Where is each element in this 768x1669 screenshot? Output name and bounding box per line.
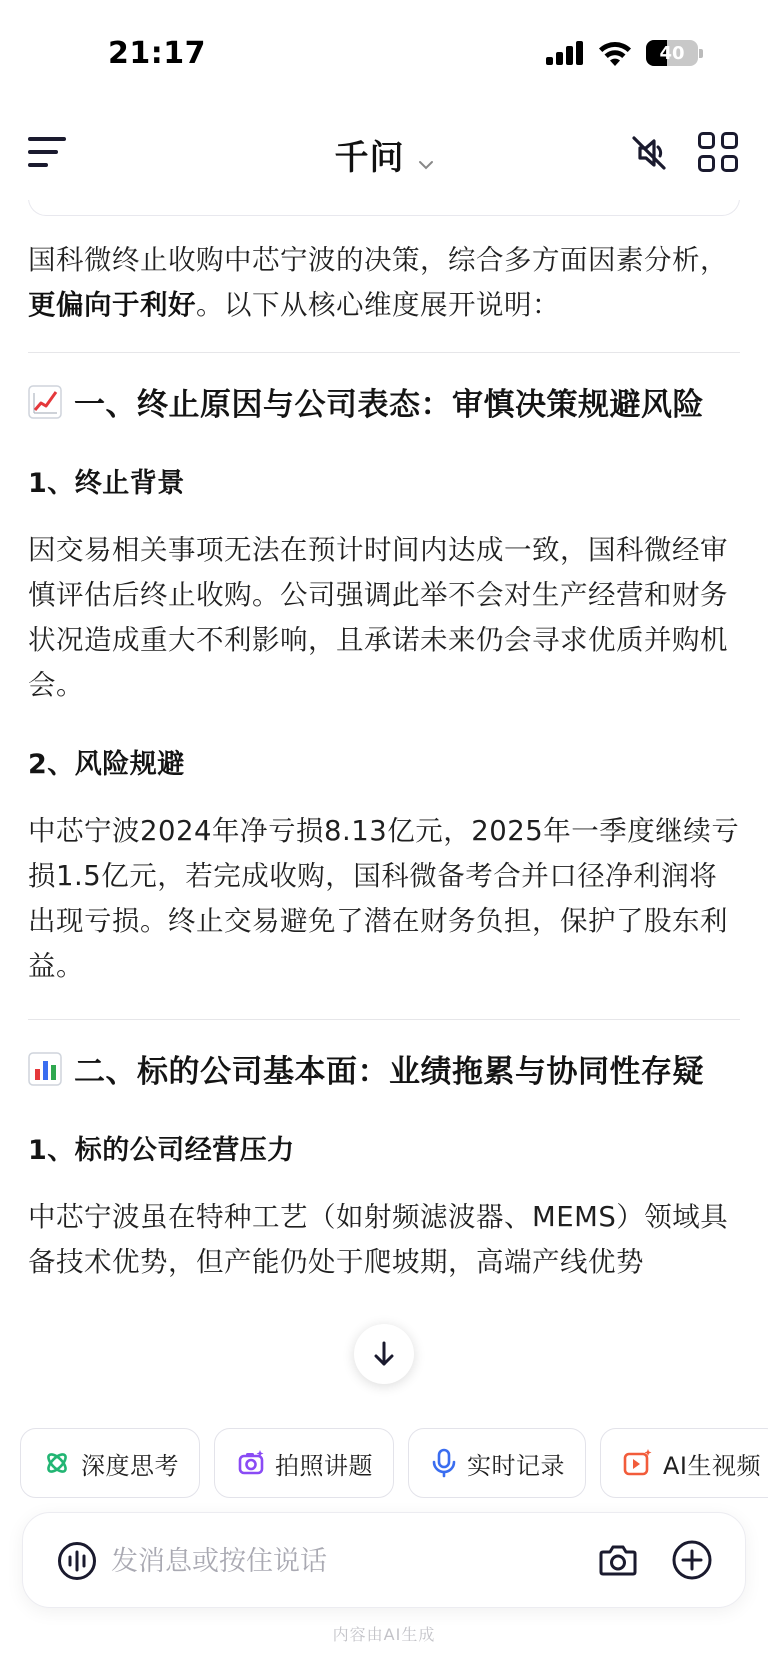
microphone-icon	[431, 1448, 457, 1478]
quick-actions	[20, 1428, 768, 1498]
subsection-body: 因交易相关事项无法在预计时间内达成一致，国科微经审慎评估后终止收购。公司强调此举不会对生产经营和财务状况造成重大不利影响，且承诺未来仍会寻求优质并购机会。	[28, 534, 728, 701]
quick-action-ai-video[interactable]	[600, 1428, 768, 1498]
status-bar	[0, 0, 768, 110]
chip-label: 深度思考	[81, 1451, 179, 1480]
chart-increasing-emoji	[28, 385, 62, 419]
section-heading	[28, 1050, 740, 1094]
voice-input-icon[interactable]	[57, 1541, 97, 1581]
arrow-down-icon	[371, 1340, 397, 1368]
battery-tip	[699, 49, 703, 58]
battery-label: 40	[659, 42, 685, 64]
ai-video-icon	[623, 1449, 653, 1477]
status-icons	[546, 40, 698, 66]
nav-title[interactable]: 千问	[334, 138, 405, 178]
chip-label: 实时记录	[467, 1451, 565, 1480]
subsection-body: 中芯宁波虽在特种工艺（如射频滤波器、MEMS）领域具备技术优势，但产能仍处于爬坡期，高端产线优势	[28, 1201, 729, 1278]
intro-text-post: 。以下从核心维度展开说明：	[196, 289, 560, 321]
previous-card-edge	[28, 200, 740, 216]
subsection-title: 1、终止背景	[28, 468, 185, 499]
add-icon[interactable]	[671, 1539, 713, 1581]
intro-text-bold: 更偏向于利好	[28, 289, 196, 321]
subsection-title: 2、风险规避	[28, 749, 185, 780]
divider	[28, 352, 740, 353]
quick-action-deep-think[interactable]	[20, 1428, 200, 1498]
chat-content[interactable]	[0, 200, 768, 1420]
section-title: 一、终止原因与公司表态：审慎决策规避风险	[74, 387, 704, 423]
camera-icon[interactable]	[597, 1539, 639, 1581]
mute-icon[interactable]	[628, 132, 670, 174]
intro-text-pre: 国科微终止收购中芯宁波的决策，综合多方面因素分析，	[28, 244, 728, 276]
wifi-icon	[598, 40, 632, 66]
quick-action-photo-question[interactable]	[214, 1428, 394, 1498]
section-title: 二、标的公司基本面：业绩拖累与协同性存疑	[74, 1054, 704, 1090]
chevron-down-icon[interactable]	[418, 160, 434, 170]
section-heading	[28, 383, 740, 427]
message-input[interactable]	[111, 1539, 551, 1583]
scroll-to-bottom-button[interactable]	[354, 1324, 414, 1384]
message-composer	[22, 1512, 746, 1608]
chip-label: AI生视频	[663, 1451, 761, 1480]
intro-paragraph	[28, 238, 740, 328]
subsection-title: 1、标的公司经营压力	[28, 1135, 295, 1166]
signal-icon	[546, 41, 584, 65]
chip-label: 拍照讲题	[275, 1451, 373, 1480]
divider	[28, 1019, 740, 1020]
subsection-body: 中芯宁波2024年净亏损8.13亿元，2025年一季度继续亏损1.5亿元，若完成收购，国科微备考合并口径净利润将出现亏损。终止交易避免了潜在财务负担，保护了股东利益。	[28, 815, 740, 982]
photo-question-icon	[237, 1449, 265, 1477]
ai-disclaimer: 内容由AI生成	[332, 1625, 436, 1644]
apps-grid-icon[interactable]	[698, 132, 738, 172]
status-time: 21:17	[108, 36, 206, 71]
battery-indicator	[646, 40, 698, 66]
deep-think-icon	[43, 1449, 71, 1477]
bar-chart-emoji	[28, 1052, 62, 1086]
nav-bar	[0, 110, 768, 200]
quick-action-live-record[interactable]	[408, 1428, 586, 1498]
